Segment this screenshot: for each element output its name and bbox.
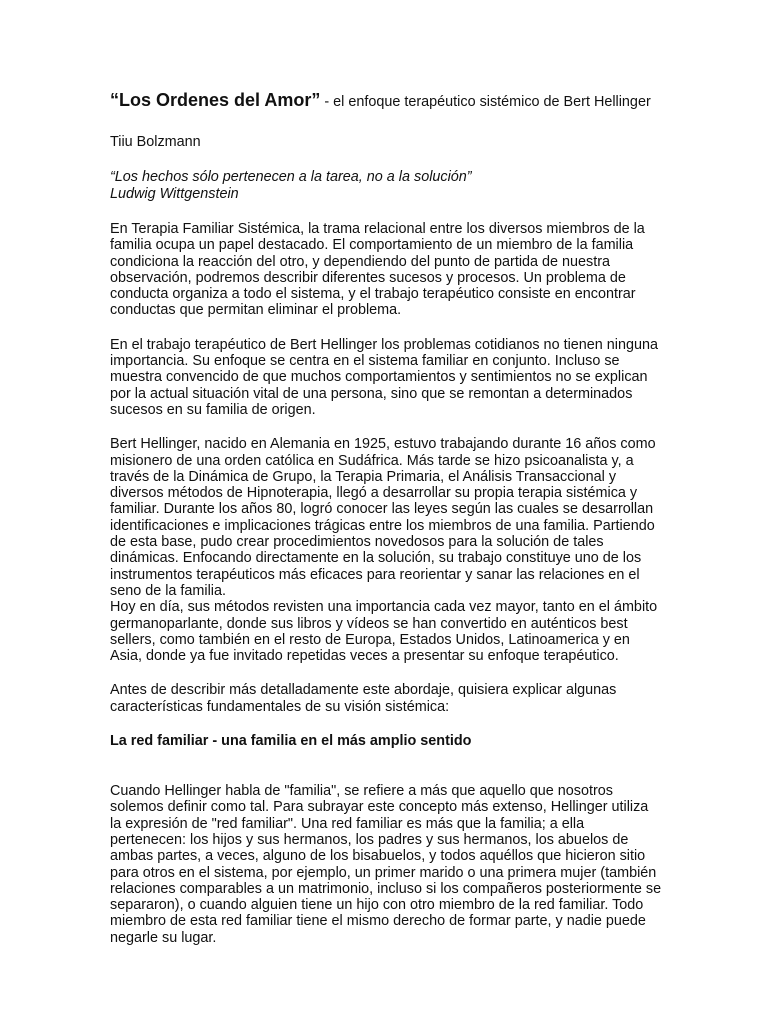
author-name: Tiiu Bolzmann bbox=[110, 134, 201, 150]
paragraph-hellinger-approach: En el trabajo terapéutico de Bert Hellinger los problemas cotidianos no tienen ninguna importancia. Su enfoque se centra en el sistema familiar en conjunto. Incluso se muestra convencido de que muchos comportamientos y sentimientos no se explican por la actual situación vital de una persona, sino que se remontan a determinados sucesos en su familia de origen. bbox=[110, 336, 658, 418]
document-page bbox=[110, 92, 662, 946]
paragraph-transition: Antes de describir más detalladamente este abordaje, quisiera explicar algunas características fundamentales de su visión sistémica: bbox=[110, 682, 617, 715]
paragraph-current-relevance: Hoy en día, sus métodos revisten una importancia cada vez mayor, tanto en el ámbito germanoparlante, donde sus libros y vídeos se han convertido en auténticos best sellers, como también en el resto de Europa, Estados Unidos, Latinoamerica y en Asia, donde ya fue invitado repetidas veces a presentar su enfoque terapéutico. bbox=[110, 599, 658, 665]
title-main: “Los Ordenes del Amor” bbox=[110, 90, 321, 110]
title-subtitle: - el enfoque terapéutico sistémico de Bert Hellinger bbox=[320, 94, 651, 110]
quote-attribution: Ludwig Wittgenstein bbox=[110, 186, 239, 202]
paragraph-intro: En Terapia Familiar Sistémica, la trama relacional entre los diversos miembros de la familia ocupa un papel destacado. El comportamiento de un miembro de la familia condiciona la reacción del otro, y dependiendo del punto de partida de nuestra observación, podremos describir diferentes sucesos y procesos. Un problema de conducta organiza a todo el sistema, y el trabajo terapéutico consiste en encontrar conductas que permitan eliminar el problema. bbox=[110, 221, 645, 319]
quote-text: “Los hechos sólo pertenecen a la tarea, no a la solución” bbox=[110, 169, 472, 185]
document-title bbox=[110, 92, 662, 111]
epigraph-quote bbox=[110, 169, 662, 203]
paragraph-family-network: Cuando Hellinger habla de "familia", se refiere a más que aquello que nosotros solemos definir como tal. Para subrayar este concepto más extenso, Hellinger utiliza la expresión de "red familiar". Una red familiar es más que la familia; a ella pertenecen: los hijos y sus hermanos, los padres y sus hermanos, los abuelos de ambas partes, a veces, alguno de los bisabuelos, y todos aquéllos que hicieron sitio para otros en el sistema, por ejemplo, un primer marido o una primera mujer (también relaciones comparables a un matrimonio, incluso si los compañeros posteriormente se separaron), o cuando alguien tiene un hijo con otro miembro de la red familiar. Todo miembro de esta red familiar tiene el mismo derecho de formar parte, y nadie puede negarle su lugar. bbox=[110, 783, 662, 946]
section-heading: La red familiar - una familia en el más amplio sentido bbox=[110, 733, 472, 750]
paragraph-biography: Bert Hellinger, nacido en Alemania en 1925, estuvo trabajando durante 16 años como misionero de una orden católica en Sudáfrica. Más tarde se hizo psicoanalista y, a través de la Dinámica de Grupo, la Terapia Primaria, el Análisis Transaccional y diversos métodos de Hipnoterapia, llegó a desarrollar su propia terapia sistémica y familiar. Durante los años 80, logró conocer las leyes según las cuales se desarrollan identificaciones e implicaciones trágicas entre los miembros de una familia. Partiendo de esta base, pudo crear procedimientos novedosos para la solución de tales dinámicas. Enfocando directamente en la solución, su trabajo constituye uno de los instrumentos terapéuticos más eficaces para reorientar y sanar las relaciones en el seno de la familia. bbox=[110, 436, 656, 599]
